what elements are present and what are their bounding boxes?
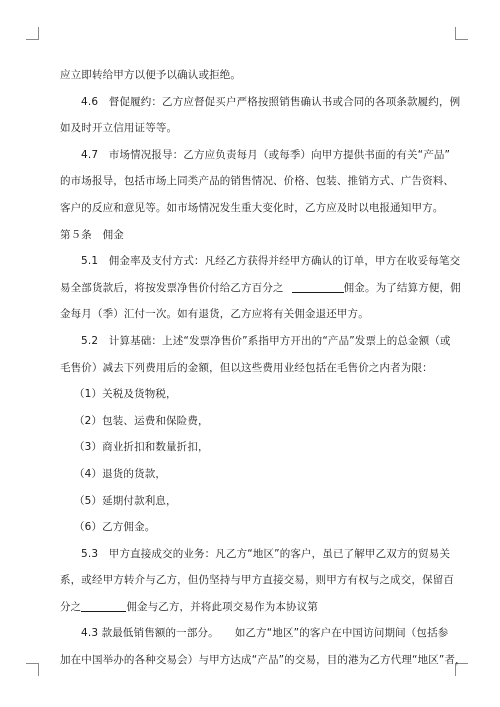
text-line: 加在中国举办的各种交易会）与甲方达成“产品”的交易，目的港为乙方代理“地区”者， xyxy=(60,654,466,667)
text-line: 客户的反应和意见等。如市场情况发生重大变化时，乙方应及时以电报通知甲方。 xyxy=(60,201,444,214)
text-segment: 佣金。为了结算方便，佣 xyxy=(343,281,461,294)
text-line: 4.3 款最低销售额的一部分。 如乙方“地区”的客户在中国访问期间（包括参 xyxy=(81,627,449,640)
clause-5-3: 5.3 甲方直接成交的业务：凡乙方“地区”的客户，虽已了解甲乙双方的贸易关 xyxy=(81,547,451,560)
clause-4-6: 4.6 督促履约：乙方应督促买户严格按照销售确认书或合同的各项条款履约，例 xyxy=(81,95,461,108)
text-segment: 易全部货款后，将按发票净售价付给乙方百分之 xyxy=(60,281,284,294)
text-line: 系，或经甲方转介与乙方，但仍坚持与甲方直接交易，则甲方有权与之成交，保留百 xyxy=(60,574,455,587)
text-segment: 分之 xyxy=(60,600,82,613)
list-item: （4）退货的货款， xyxy=(74,467,167,480)
text-segment: 佣金与乙方，并将此项交易作为本协议第 xyxy=(126,600,319,613)
list-item: （3）商业折扣和数量折扣， xyxy=(74,441,209,454)
list-item: （5）延期付款利息， xyxy=(74,494,177,507)
list-item: （2）包装、运费和保险费， xyxy=(74,414,209,427)
fill-in-blank xyxy=(292,281,344,293)
fill-in-blank xyxy=(81,600,126,612)
text-line: 如及时开立信用证等等。 xyxy=(60,122,178,135)
text-line: 金每月（季）汇付一次。如有退货，乙方应将有关佣金退还甲方。 xyxy=(60,308,369,321)
text-line-with-blank xyxy=(60,275,461,302)
crop-mark-top-right xyxy=(455,27,468,40)
clause-5-1: 5.1 佣金率及支付方式：凡经乙方获得并经甲方确认的订单，甲方在收妥每笔交 xyxy=(81,255,461,268)
article-5-heading: 第５条 佣金 xyxy=(60,228,124,241)
list-item: （6）乙方佣金。 xyxy=(74,521,156,534)
text-line: 的市场报导，包括市场上同类产品的销售情况、价格、包装、推销方式、广告资料、 xyxy=(60,175,455,188)
list-item: （1）关税及货物税， xyxy=(74,388,177,401)
crop-mark-bottom-left xyxy=(26,663,39,676)
text-line-with-blank xyxy=(60,594,442,621)
clause-4-7: 4.7 市场情况报导：乙方应负责每月（或每季）向甲方提供书面的有关“产品” xyxy=(81,148,451,161)
text-line: 毛售价）减去下列费用后的金额，但以这些费用业经包括在毛售价之内者为限： xyxy=(60,361,433,374)
clause-5-2: 5.2 计算基础：上述“发票净售价”系指甲方开出的“产品”发票上的总金额（或 xyxy=(81,334,451,347)
text-line: 应立即转给甲方以便予以确认或拒绝。 xyxy=(60,69,242,81)
document-body xyxy=(60,62,466,674)
crop-mark-top-left xyxy=(26,27,39,40)
